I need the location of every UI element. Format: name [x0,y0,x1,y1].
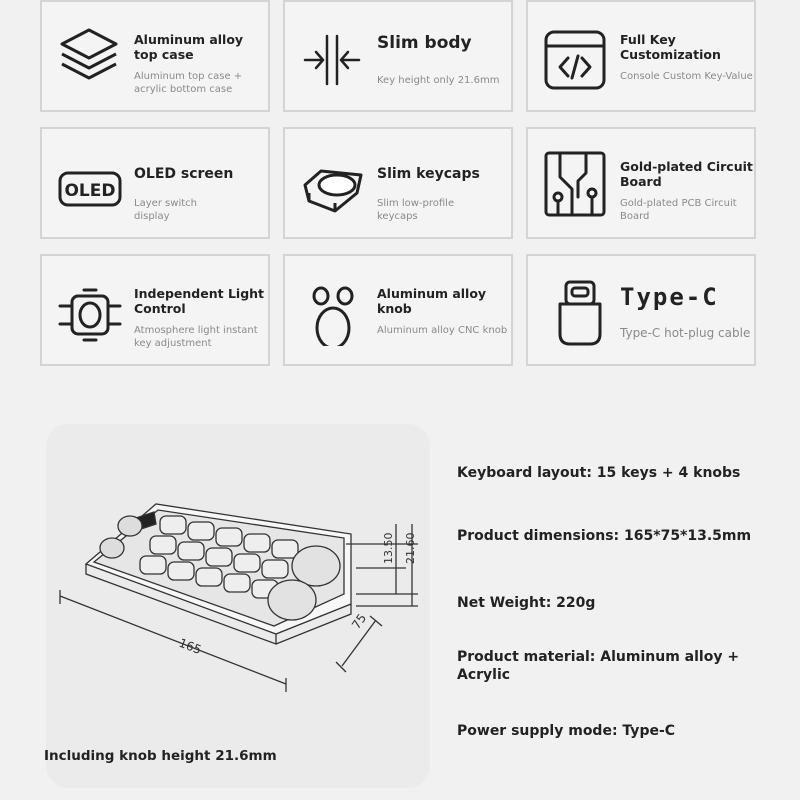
feature-card-type-c [526,254,756,366]
knob-icon [299,276,365,346]
feature-title: Full Key Customization [620,32,721,62]
feature-card-pcb [526,127,756,239]
spec-layout: Keyboard layout: 15 keys + 4 knobs [457,465,741,481]
feature-desc: Key height only 21.6mm [377,75,500,86]
code-window-icon [542,22,608,92]
feature-desc: Type-C hot-plug cable [620,326,751,340]
usb-c-icon [542,276,608,346]
keyboard-dimension-drawing [46,424,430,788]
feature-card-knob [283,254,513,366]
feature-card-slim-keycaps [283,127,513,239]
svg-text:OLED: OLED [64,181,116,201]
feature-card-oled [40,127,270,239]
product-diagram-panel [46,424,430,788]
feature-title: Type-C [620,283,719,311]
feature-title: OLED screen [134,166,234,182]
feature-title: Gold-plated Circuit Board [620,159,753,189]
feature-title: Aluminum alloy knob [377,286,487,316]
feature-card-aluminum-case [40,0,270,112]
diagram-caption: Including knob height 21.6mm [44,748,277,764]
feature-title: Slim body [377,33,472,53]
length-label: 165 [176,635,204,658]
layers-icon [56,22,122,92]
feature-title: Aluminum alloy top case [134,32,244,62]
feature-desc: Layer switch display [134,198,197,222]
feature-desc: Aluminum alloy CNC knob [377,325,508,336]
feature-card-key-customization [526,0,756,112]
oled-icon [56,149,122,219]
spec-power: Power supply mode: Type-C [457,723,676,739]
light-icon [56,276,122,346]
knob-height-label: 21.60 [404,532,417,564]
circuit-board-icon [542,149,608,219]
spec-dimensions: Product dimensions: 165*75*13.5mm [457,528,752,544]
feature-desc: Aluminum top case + acrylic bottom case [134,71,243,95]
width-label: 75 [348,611,370,632]
spec-material: Product material: Aluminum alloy + Acrylic [457,649,740,683]
feature-desc: Slim low-profile keycaps [377,198,455,222]
feature-title: Slim keycaps [377,166,480,182]
feature-title: Independent Light Control [134,286,265,316]
feature-desc: Atmosphere light instant key adjustment [134,325,258,349]
body-height-label: 13.50 [382,532,395,564]
spec-weight: Net Weight: 220g [457,595,596,611]
feature-card-light [40,254,270,366]
keycap-icon [299,149,365,219]
feature-desc: Gold-plated PCB Circuit Board [620,198,737,222]
feature-desc: Console Custom Key-Value [620,71,753,82]
compress-arrows-icon [299,22,365,92]
feature-card-slim-body [283,0,513,112]
